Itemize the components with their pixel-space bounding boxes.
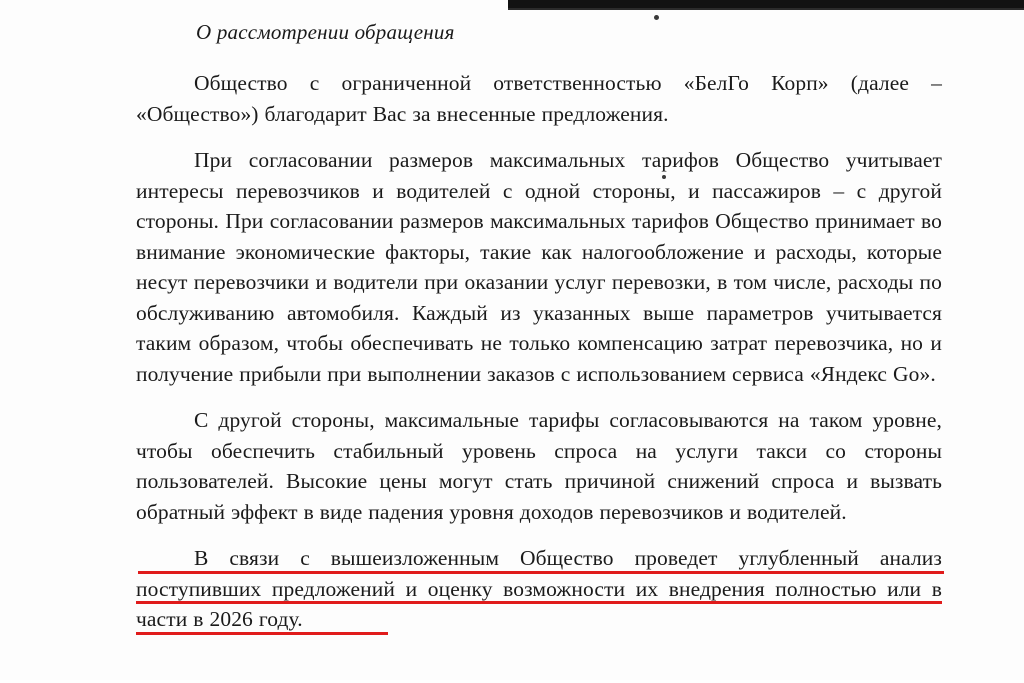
red-underline-line-2 [136, 601, 942, 604]
document-body [136, 18, 942, 637]
paragraph-1: Общество с ограниченной ответственностью «БелГо Корп» (далее – «Общество») благодарит Вас за внесенные предложения. [136, 71, 942, 126]
subject-line: О рассмотрении обращения [196, 20, 455, 44]
red-underline-line-1 [138, 571, 944, 574]
scanned-header-rule [508, 8, 1024, 10]
highlighted-paragraph-block [136, 543, 942, 635]
paragraph-4-highlighted: В связи с вышеизложенным Общество проведет углубленный анализ поступивших предложений и оценку возможности их внедрения полностью или в части в 2026 году. [136, 546, 942, 631]
paragraph-2: При согласовании размеров максимальных тарифов Общество учитывает интересы перевозчиков и водителей с одной стороны, и пассажиров – с другой стороны. При согласовании размеров максимальных тарифов Общество принимает во внимание экономические факторы, такие как налогообложение и расходы, которые несут перевозчики и водители при оказании услуг перевозки, в том числе, расходы по обслуживанию автомобиля. Каждый из указанных выше параметров учитывается таким образом, чтобы обеспечивать не только компенсацию затрат перевозчика, но и получение прибыли при выполнении заказов с использованием сервиса «Яндекс Go». [136, 148, 942, 386]
paragraph-3: С другой стороны, максимальные тарифы согласовываются на таком уровне, чтобы обеспечить стабильный уровень спроса на услуги такси со стороны пользователей. Высокие цены могут стать причиной снижений спроса и вызвать обратный эффект в виде падения уровня доходов перевозчиков и водителей. [136, 408, 942, 524]
scanned-header-bar [508, 0, 1024, 8]
red-underline-line-3 [136, 632, 388, 635]
